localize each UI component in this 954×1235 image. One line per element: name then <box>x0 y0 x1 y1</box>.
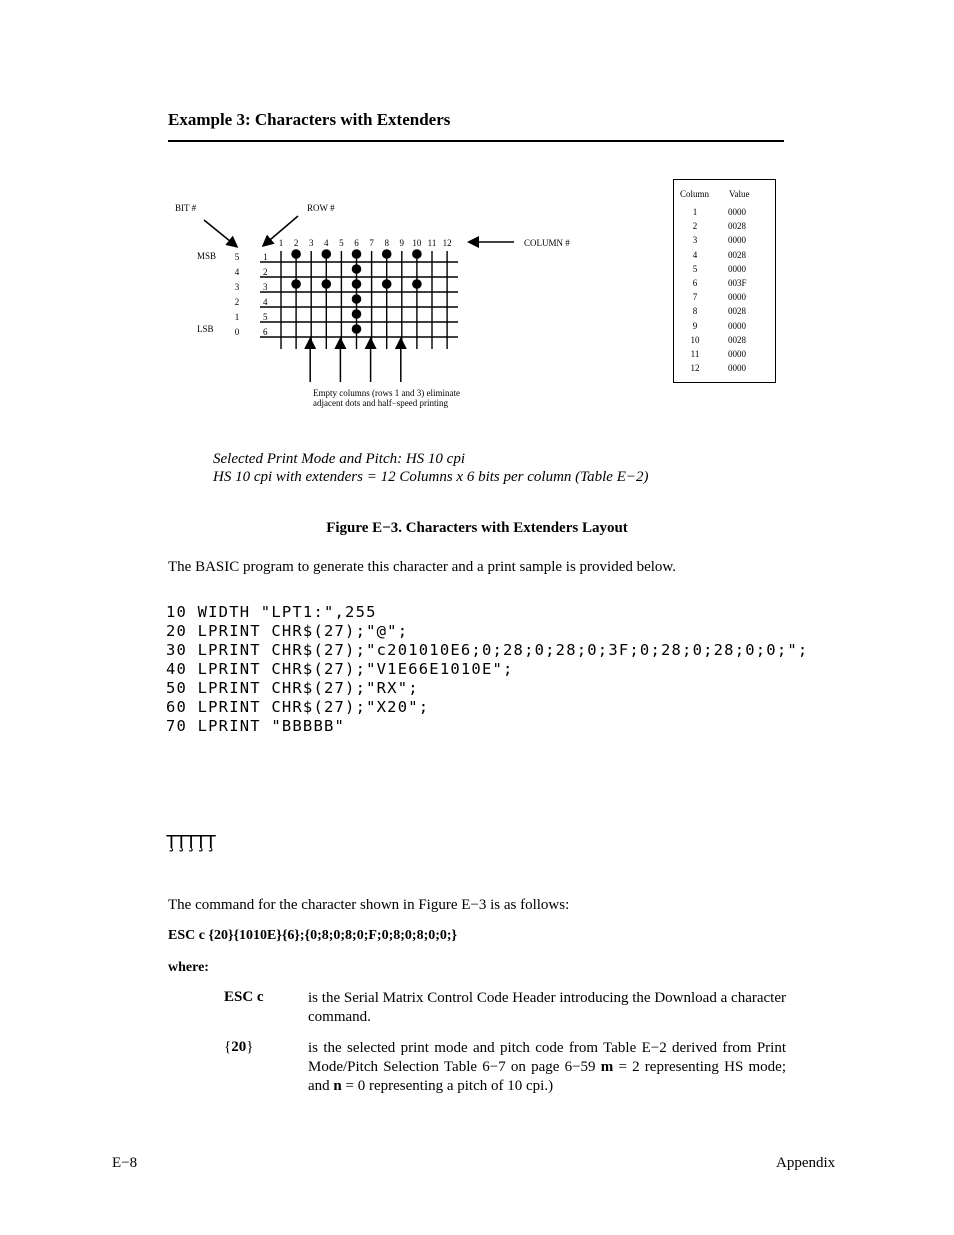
table-cell-column: 11 <box>690 349 700 359</box>
row-number: 5 <box>263 312 268 322</box>
table-cell-column: 7 <box>692 292 698 303</box>
table-cell-value: 0000 <box>728 263 746 274</box>
lsb-label: LSB <box>197 324 214 334</box>
table-header-value: Value <box>729 189 750 199</box>
table-cell-column: 3 <box>692 235 698 246</box>
program-line: 70 LPRINT "BBBBB" <box>166 717 346 735</box>
matrix-dot <box>352 264 362 274</box>
table-cell-value: 0028 <box>728 306 746 317</box>
matrix-dot <box>352 309 362 319</box>
column-number: 2 <box>293 238 299 248</box>
bit-number: 4 <box>234 267 240 277</box>
column-number: 5 <box>339 238 344 248</box>
selected-mode-line: Selected Print Mode and Pitch: HS 10 cpi <box>213 451 466 467</box>
matrix-dot <box>412 279 422 289</box>
print-sample: ŢŢŢŢŢ <box>166 832 216 853</box>
column-number: 8 <box>384 238 389 248</box>
intro-paragraph: The BASIC program to generate this character and a print sample is provided below. <box>168 559 677 575</box>
footer-section: Appendix <box>776 1155 836 1171</box>
bit-number: 0 <box>234 327 240 337</box>
column-number: 12 <box>442 238 452 248</box>
column-number: 3 <box>308 238 314 248</box>
row-number: 6 <box>263 327 268 337</box>
extenders-line: HS 10 cpi with extenders = 12 Columns x 6 bits per column (Table E−2) <box>213 469 649 485</box>
bit-number: 3 <box>234 282 240 292</box>
row-number: 3 <box>263 282 268 292</box>
program-line: 40 LPRINT CHR$(27);"V1E66E1010E"; <box>166 660 514 678</box>
column-number: 4 <box>324 238 329 248</box>
heading-rule <box>168 140 784 142</box>
table-cell-value: 0028 <box>728 334 746 345</box>
table-cell-column: 6 <box>692 278 698 288</box>
program-line: 30 LPRINT CHR$(27);"c201010E6;0;28;0;28;0;3F;0;28;0;28;0;0;"; <box>166 641 809 659</box>
bit-number-label: BIT # <box>175 203 197 213</box>
definition-term-esc-c: ESC c <box>224 989 264 1005</box>
command-string: ESC c {20}{1010E}{6};{0;8;0;8;0;F;0;8;0;8;0;0;} <box>168 928 458 943</box>
where-label: where: <box>168 960 209 975</box>
table-cell-value: 0000 <box>728 363 746 374</box>
table-cell-column: 9 <box>692 320 698 331</box>
matrix-dot <box>382 279 392 289</box>
row-number: 2 <box>263 267 268 277</box>
matrix-dot <box>382 249 392 259</box>
table-cell-column: 12 <box>690 363 700 374</box>
matrix-dot <box>322 249 332 259</box>
table-cell-value: 0000 <box>728 349 746 359</box>
dot-matrix-diagram <box>160 190 600 420</box>
note-line-2: adjacent dots and half−speed printing <box>313 398 449 408</box>
table-cell-value: 0000 <box>728 292 746 303</box>
program-line: 20 LPRINT CHR$(27);"@"; <box>166 622 409 640</box>
matrix-dot <box>322 279 332 289</box>
column-number: 10 <box>412 238 422 248</box>
matrix-dot <box>412 249 422 259</box>
table-cell-column: 2 <box>692 221 698 232</box>
row-number: 1 <box>263 252 268 262</box>
column-number: 9 <box>399 238 405 248</box>
table-cell-column: 5 <box>692 263 698 274</box>
table-cell-column: 10 <box>690 334 700 345</box>
table-cell-value: 003F <box>728 278 747 288</box>
row-number-label: ROW # <box>307 203 335 213</box>
table-cell-value: 0028 <box>728 221 746 232</box>
note-line-1: Empty columns (rows 1 and 3) eliminate <box>313 388 460 398</box>
table-cell-value: 0000 <box>728 320 746 331</box>
column-number: 7 <box>369 238 374 248</box>
table-cell-value: 0000 <box>728 207 746 217</box>
table-cell-column: 1 <box>692 207 698 217</box>
bit-arrow <box>204 220 236 246</box>
program-line: 10 WIDTH "LPT1:",255 <box>166 603 377 621</box>
table-cell-value: 0000 <box>728 235 746 246</box>
table-cell-column: 4 <box>692 249 698 260</box>
matrix-dot <box>291 279 301 289</box>
msb-label: MSB <box>197 251 217 261</box>
column-value-table <box>673 179 776 383</box>
definition-term-20: {20} <box>224 1039 254 1055</box>
bit-number: 1 <box>234 312 240 322</box>
column-number: 6 <box>354 238 359 248</box>
matrix-dot <box>352 324 362 334</box>
matrix-dot <box>352 294 362 304</box>
bit-number: 5 <box>234 252 240 262</box>
column-number-label: COLUMN # <box>524 238 570 248</box>
program-line: 60 LPRINT CHR$(27);"X20"; <box>166 698 430 716</box>
table-cell-value: 0028 <box>728 249 746 260</box>
definition-text-esc-c: is the Serial Matrix Control Code Header introducing the Download a character command. <box>308 990 786 1025</box>
column-number: 1 <box>278 238 284 248</box>
page-number: E−8 <box>112 1155 138 1171</box>
definition-text-20: is the selected print mode and pitch code from Table E−2 derived from Print Mode/Pitch Selection Table 6−7 on page 6−59 m = 2 representing HS mode; and n = 0 representing a pitch of 10 cpi.) <box>308 1040 786 1094</box>
table-header-column: Column <box>680 189 710 199</box>
row-number: 4 <box>263 297 268 307</box>
section-heading: Example 3: Characters with Extenders <box>168 110 451 129</box>
matrix-dot <box>352 279 362 289</box>
matrix-dot <box>291 249 301 259</box>
bit-number: 2 <box>234 297 240 307</box>
table-cell-column: 8 <box>692 306 698 317</box>
matrix-dot <box>352 249 362 259</box>
column-number: 11 <box>427 238 437 248</box>
program-line: 50 LPRINT CHR$(27);"RX"; <box>166 679 419 697</box>
figure-caption: Figure E−3. Characters with Extenders Layout <box>326 520 628 536</box>
command-intro: The command for the character shown in Figure E−3 is as follows: <box>168 897 570 913</box>
